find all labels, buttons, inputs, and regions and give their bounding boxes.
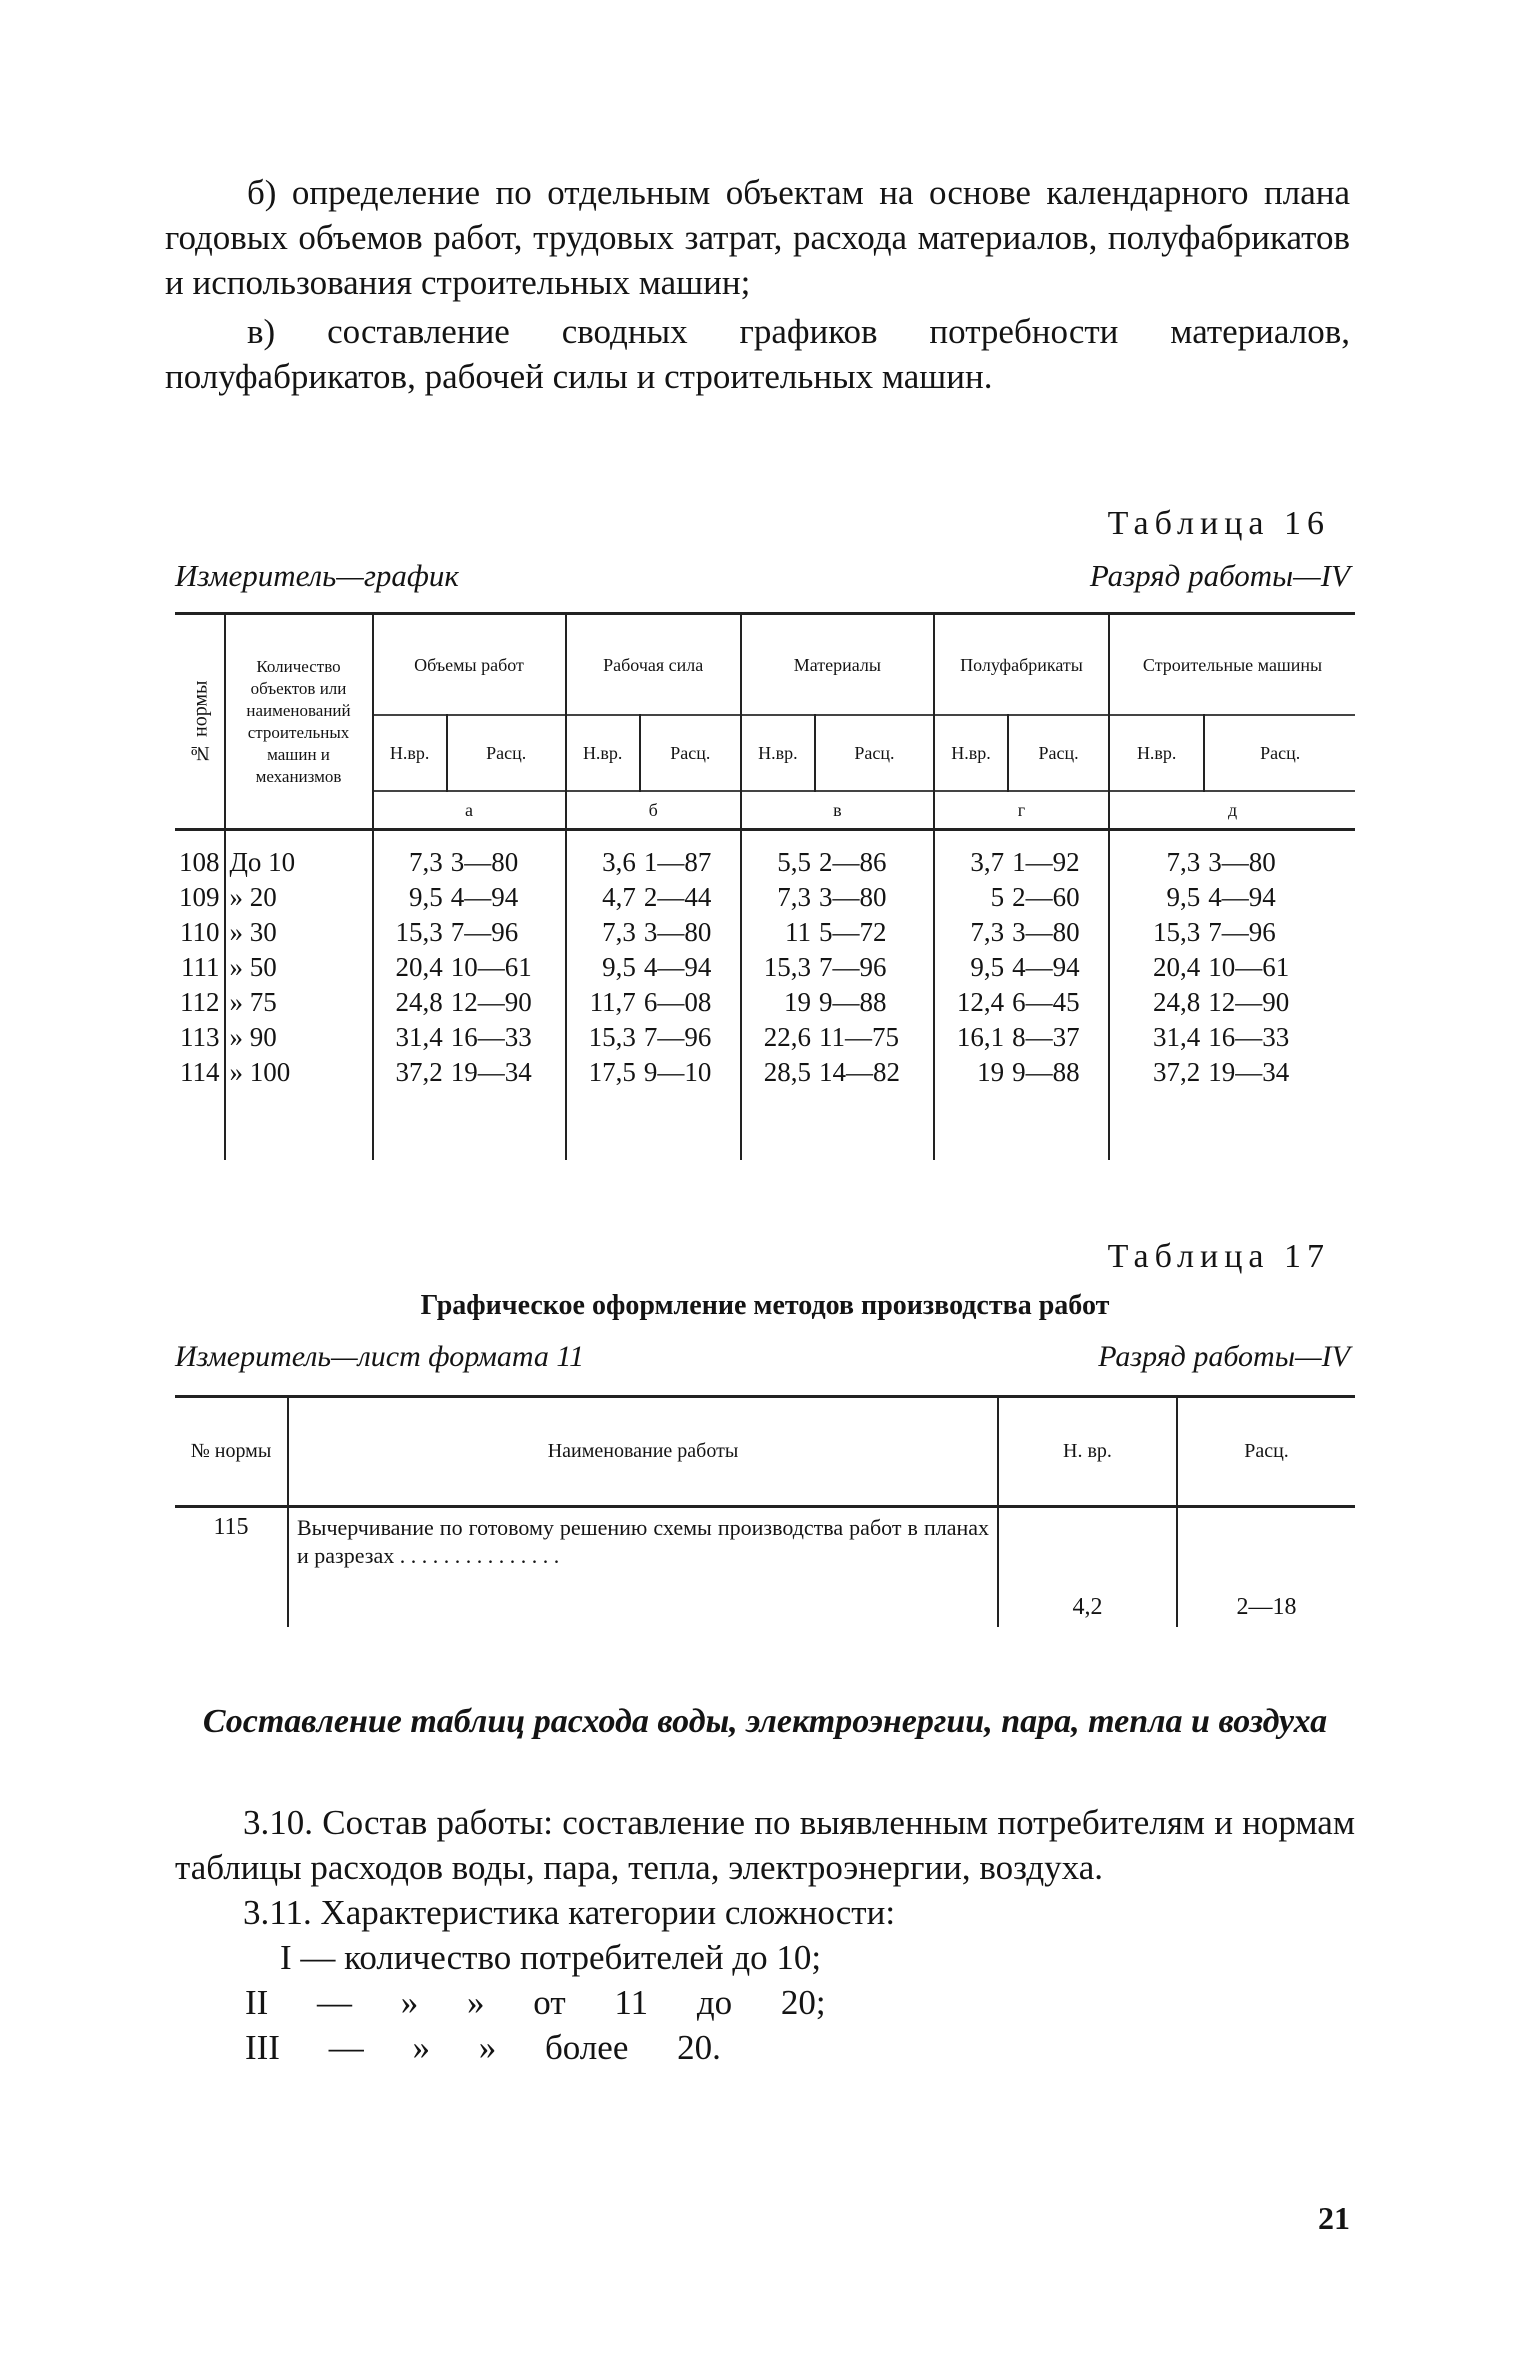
cell-n: 111 <box>175 950 225 985</box>
page-number: 21 <box>1318 2200 1350 2236</box>
table17-title: Графическое оформление методов производства работ <box>420 1290 1110 1321</box>
cell-v2: 11,7 <box>589 987 636 1017</box>
cell-obj: » 30 <box>225 915 373 950</box>
table-row <box>175 1020 1355 1055</box>
cell-v5: 15,3 <box>1153 917 1201 947</box>
table-row <box>175 880 1355 915</box>
table-row <box>175 915 1355 950</box>
t17-row-nvr: 4,2 <box>998 1507 1177 1627</box>
cell-n: 108 <box>175 830 225 881</box>
cell-obj: До 10 <box>225 830 373 881</box>
cell-r1: 4—94 <box>447 880 566 915</box>
cell-obj: » 90 <box>225 1020 373 1055</box>
cell-v4: 3,7 <box>970 847 1005 877</box>
th-rasc: Расц. <box>815 715 934 791</box>
th-nvr: Н.вр. <box>1109 715 1204 791</box>
table17-caption: Таблица 17 <box>1107 1238 1330 1275</box>
cell-v3: 19 <box>784 987 812 1017</box>
cell-obj: » 100 <box>225 1055 373 1160</box>
cell-r3: 14—82 <box>815 1055 934 1160</box>
table-row <box>175 985 1355 1020</box>
table16-caption: Таблица 16 <box>1107 505 1330 542</box>
th-semi: Полуфабрикаты <box>934 614 1109 716</box>
cell-r4: 1—92 <box>1008 830 1109 881</box>
cell-v3: 22,6 <box>763 1022 812 1052</box>
section-body <box>175 1800 1355 2070</box>
table-row <box>175 830 1355 881</box>
paragraph-3-11: 3.11. Характеристика категории сложности: <box>243 1893 896 1932</box>
cell-r1: 16—33 <box>447 1020 566 1055</box>
cell-v1: 37,2 <box>395 1057 443 1087</box>
cell-v2: 7,3 <box>602 917 636 947</box>
cell-r1: 7—96 <box>447 915 566 950</box>
cell-r4: 3—80 <box>1008 915 1109 950</box>
cell-v1: 7,3 <box>409 847 443 877</box>
table17-measure: Измеритель—лист формата 11 <box>175 1340 585 1373</box>
t17-th-norm: № нормы <box>175 1397 288 1507</box>
cell-v2: 4,7 <box>602 882 636 912</box>
th-nvr: Н.вр. <box>934 715 1008 791</box>
th-rasc: Расц. <box>1260 743 1301 763</box>
category-2: II — » » от 11 до 20; <box>245 1983 826 2022</box>
category-3: III — » » более 20. <box>245 2028 721 2067</box>
t17-th-name: Наименование работы <box>288 1397 998 1507</box>
cell-v5: 20,4 <box>1153 952 1201 982</box>
th-rasc: Расц. <box>1008 715 1109 791</box>
cell-v2: 17,5 <box>588 1057 636 1087</box>
cell-obj: » 20 <box>225 880 373 915</box>
table17 <box>175 1395 1355 1627</box>
cell-r2: 2—44 <box>640 880 741 915</box>
cell-r5: 7—96 <box>1208 917 1276 947</box>
cell-v1: 20,4 <box>395 952 443 982</box>
table16-category: Разряд работы—IV <box>1089 558 1350 593</box>
cell-r4: 9—88 <box>1008 1055 1109 1160</box>
th-machines: Строительные машины <box>1142 654 1323 675</box>
th-nvr: Н.вр. <box>741 715 815 791</box>
th-letter-v: в <box>741 791 934 830</box>
cell-v2: 3,6 <box>602 847 636 877</box>
cell-r4: 2—60 <box>1008 880 1109 915</box>
th-letter-a: а <box>373 791 566 830</box>
cell-v5: 31,4 <box>1153 1022 1201 1052</box>
cell-r2: 1—87 <box>640 830 741 881</box>
cell-r2: 4—94 <box>640 950 741 985</box>
cell-r2: 9—10 <box>640 1055 741 1160</box>
cell-v1: 9,5 <box>409 882 443 912</box>
cell-v1: 31,4 <box>395 1022 443 1052</box>
cell-r2: 3—80 <box>640 915 741 950</box>
cell-obj: » 75 <box>225 985 373 1020</box>
cell-v4: 7,3 <box>970 917 1005 947</box>
table17-category: Разряд работы—IV <box>1098 1340 1350 1373</box>
t17-row-name: Вычерчивание по готовому решению схемы производства работ в планах и разрезах . . . . . . . . . . . . . . . <box>288 1507 998 1627</box>
cell-v4: 5 <box>990 882 1005 912</box>
th-rasc: Расц. <box>447 715 566 791</box>
cell-n: 109 <box>175 880 225 915</box>
th-volume: Объемы работ <box>373 614 566 716</box>
item-b: б) определение по отдельным объектам на основе календарного плана годовых объемов работ, трудовых затрат, расхода материалов, полуфабрикатов и использования строительных машин; <box>165 173 1350 302</box>
cell-obj: » 50 <box>225 950 373 985</box>
th-rasc: Расц. <box>640 715 741 791</box>
cell-v3: 15,3 <box>763 952 812 982</box>
th-objects: Количество объектов или наименований строительных машин и механизмов <box>225 614 373 830</box>
cell-v4: 9,5 <box>970 952 1005 982</box>
cell-r2: 7—96 <box>640 1020 741 1055</box>
th-labor: Рабочая сила <box>566 614 741 716</box>
t17-th-rasc: Расц. <box>1244 1440 1289 1462</box>
cell-n: 112 <box>175 985 225 1020</box>
cell-v4: 19 <box>977 1057 1005 1087</box>
cell-v5: 9,5 <box>1166 882 1201 912</box>
table16-measure: Измеритель—график <box>175 558 459 593</box>
cell-r1: 10—61 <box>447 950 566 985</box>
cell-v4: 16,1 <box>956 1022 1005 1052</box>
cell-r3: 2—86 <box>815 830 934 881</box>
cell-r2: 6—08 <box>640 985 741 1020</box>
cell-r3: 5—72 <box>815 915 934 950</box>
t17-row-rasc: 2—18 <box>1236 1593 1297 1620</box>
cell-r3: 7—96 <box>815 950 934 985</box>
item-v: в) составление сводных графиков потребности материалов, полуфабрикатов, рабочей силы и строительных машин. <box>165 312 1350 396</box>
cell-r1: 12—90 <box>447 985 566 1020</box>
cell-r1: 3—80 <box>447 830 566 881</box>
cell-r4: 8—37 <box>1008 1020 1109 1055</box>
cell-r4: 4—94 <box>1008 950 1109 985</box>
cell-v1: 24,8 <box>395 987 443 1017</box>
cell-v2: 9,5 <box>602 952 636 982</box>
cell-r5: 4—94 <box>1208 882 1276 912</box>
table16 <box>175 612 1355 1160</box>
t17-th-nvr: Н. вр. <box>998 1397 1177 1507</box>
cell-r3: 3—80 <box>815 880 934 915</box>
th-norm: № нормы <box>175 614 225 830</box>
th-letter-g: г <box>934 791 1109 830</box>
th-letter-b: б <box>566 791 741 830</box>
cell-n: 113 <box>175 1020 225 1055</box>
cell-r5: 16—33 <box>1208 1022 1290 1052</box>
cell-r5: 19—34 <box>1208 1057 1290 1087</box>
cell-r3: 9—88 <box>815 985 934 1020</box>
cell-v2: 15,3 <box>588 1022 636 1052</box>
category-1: I — количество потребителей до 10; <box>280 1938 822 1977</box>
cell-r1: 19—34 <box>447 1055 566 1160</box>
th-letter-d: д <box>1227 800 1238 820</box>
cell-r5: 3—80 <box>1208 847 1276 877</box>
cell-n: 110 <box>175 915 225 950</box>
th-materials: Материалы <box>741 614 934 716</box>
cell-v5: 37,2 <box>1153 1057 1201 1087</box>
th-nvr: Н.вр. <box>566 715 640 791</box>
cell-r5: 10—61 <box>1208 952 1290 982</box>
cell-v3: 7,3 <box>777 882 812 912</box>
cell-v1: 15,3 <box>395 917 443 947</box>
cell-n: 114 <box>175 1055 225 1160</box>
th-nvr: Н.вр. <box>373 715 447 791</box>
cell-r3: 11—75 <box>815 1020 934 1055</box>
cell-v3: 5,5 <box>777 847 812 877</box>
cell-v3: 28,5 <box>763 1057 812 1087</box>
table-row <box>175 1055 1355 1160</box>
cell-r4: 6—45 <box>1008 985 1109 1020</box>
paragraph-3-10: 3.10. Состав работы: составление по выявленным потребителям и нормам таблицы расходов воды, пара, тепла, электроэнергии, воздуха. <box>175 1803 1355 1887</box>
cell-v4: 12,4 <box>956 987 1005 1017</box>
table-row <box>175 950 1355 985</box>
t17-row-norm: 115 <box>175 1507 288 1627</box>
cell-v3: 11 <box>785 917 812 947</box>
section-heading: Составление таблиц расхода воды, электроэнергии, пара, тепла и воздуха <box>202 1703 1328 1740</box>
cell-v5: 7,3 <box>1166 847 1201 877</box>
cell-r5: 12—90 <box>1208 987 1290 1017</box>
cell-v5: 24,8 <box>1153 987 1201 1017</box>
intro-block <box>165 170 1350 399</box>
